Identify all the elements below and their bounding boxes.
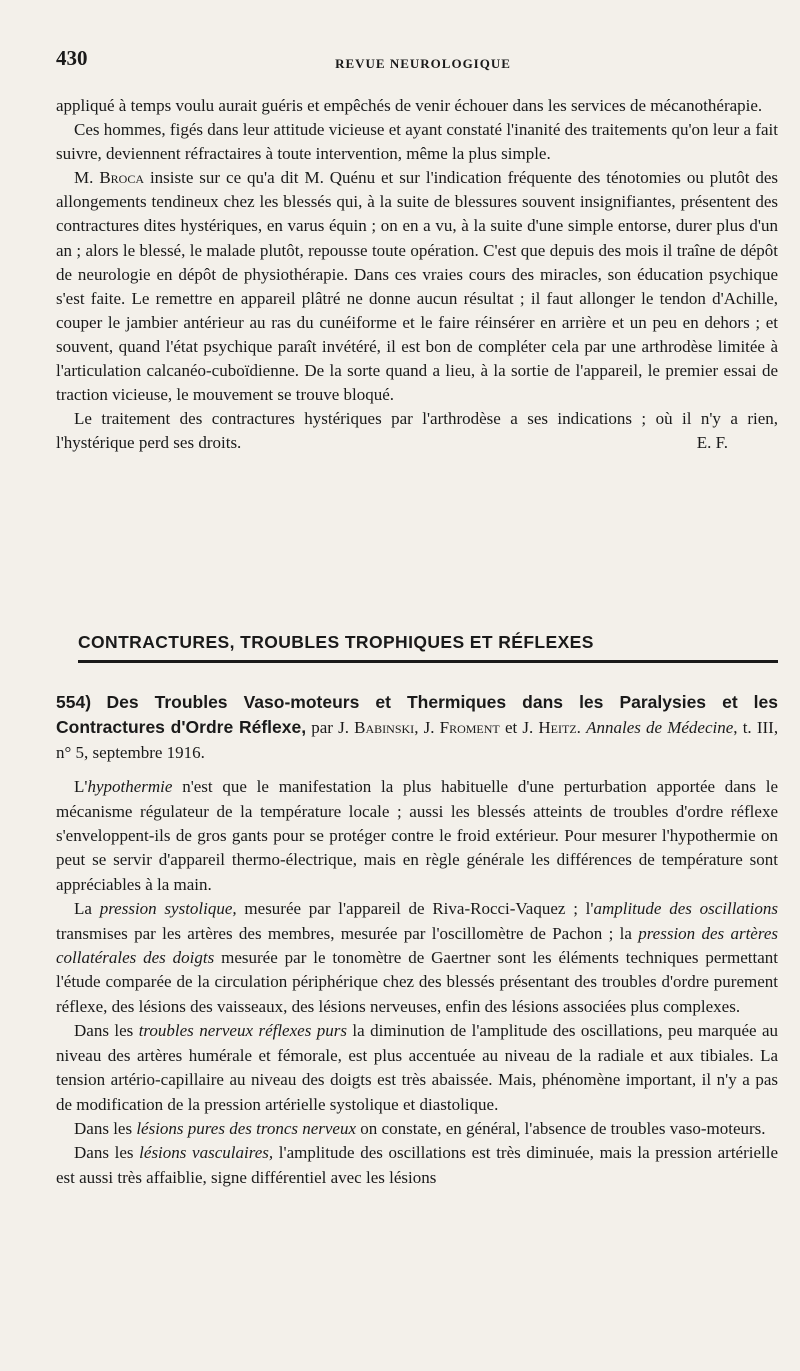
section-rule [78,660,778,663]
speaker-name: Broca [99,168,144,188]
paragraph-1: appliqué à temps voulu aurait guéris et empêchés de venir échouer dans les services de mécanothérapie. [56,96,763,115]
entry-sep-2: et J. [504,718,534,738]
entry-by: par J. [311,718,349,738]
author-heitz: Heitz [538,718,577,738]
p4-text: Le traitement des contractures hystériques par l'arthrodèse a ses indications ; où il n'y a rien, l'hystérique perd ses droits. [56,409,778,453]
p3-body: insiste sur ce qu'a dit M. Quénu et sur l'indication fréquente des ténotomies ou plutôt des allongements tendineux chez les blessés qui, à la suite de blessures souvent insignifiantes, présentent des contractures dites hystériques, en varus équin ; on en a vu, à la suite d'une simple entorse, durer plus d'un an ; alors le blessé, le malade plutôt, repousse toute opération. C'est que depuis des mois il traîne de dépôt de neurologie en dépôt de physiothérapie. Dans ces vraies cours des miracles, son éducation psychique s'est faite. Le remettre en appareil plâtré ne donne aucun résultat ; il faut allonger le tendon d'Achille, couper le jambier antérieur au ras du cunéiforme et le faire réinsérer en arrière et un peu en dehors ; et souvent, quand l'état psychique paraît invétéré, il est bon de compléter cela par une arthrodèse limitée à l'articulation calcanéo-cuboïdienne. De la sorte quand a lieu, à la sortie de l'appareil, le premier essai de traction vicieuse, le mouvement se trouve bloqué. [56,168,779,405]
author-babinski: Babinski [354,718,415,738]
abstract-section [56,690,778,1190]
p3-lead: M. [74,168,94,188]
paragraph-2: Ces hommes, figés dans leur attitude vicieuse et ayant constaté l'inanité des traitements qu'on leur a fait suivre, deviennent réfractaires à toute intervention, même la plus simple. [56,120,778,164]
author-froment: Froment [439,718,500,738]
body-paragraph-2: La pression systolique, mesurée par l'appareil de Riva-Rocci-Vaquez ; l'amplitude des oscillations transmises par les artères des membres, mesurée par l'oscillomètre de Pachon ; la pression des artères collatérales des doigts mesurée par le tonomètre de Gaertner sont les éléments techniques permettant l'étude comparée de la circulation périphérique chez des blessés présentant des troubles d'ordre purement réflexe, des lésions des vaisseaux, des lésions nerveuses, enfin des lésions associées plus complexes. [56,899,779,1016]
body-paragraph-4: Dans les lésions pures des troncs nerveux on constate, en général, l'absence de troubles vaso-moteurs. [74,1118,766,1138]
journal-name: Annales de Médecine [586,718,734,738]
entry-sep-1: , J. [414,718,435,738]
body-paragraph-3: Dans les troubles nerveux réflexes purs la diminution de l'amplitude des oscillations, peu marquée au niveau des artères humérale et fémorale, est plus accentuée au niveau de la radiale et aux tibiales. La tension artério-capillaire au niveau des doigts est très abaissée. Mais, phénomène important, il n'y a pas de modification de la pression artérielle systolique et diastolique. [56,1021,779,1114]
discussion-section [56,94,778,455]
page-number: 430 [56,46,88,70]
running-title: REVUE NEUROLOGIQUE [335,56,511,71]
entry-title: Des Troubles Vaso-moteurs et Thermiques dans les Paralysies et les Contractures d'Ordre Réflexe, [56,692,779,738]
body-paragraph-5: Dans les lésions vasculaires, l'amplitude des oscillations est très diminuée, mais la pression artérielle est aussi très affaiblie, signe différentiel avec les lésions [56,1143,779,1187]
body-paragraph-1: L'hypothermie n'est que le manifestation la plus habituelle d'une perturbation apportée dans le mécanisme régulateur de la température locale ; aussi les blessés atteints de troubles d'ordre réflexe s'enveloppent-ils de gros gants pour se protéger contre le froid extérieur. Pour mesurer l'hypothermie on peut se servir d'appareil thermo-électrique, mais en règle générale les différences de température sont appréciables à la main. [56,777,778,894]
paragraph-4 [56,407,778,455]
entry-number: 554) [56,692,92,712]
citation: , t. III, n° 5, septembre 1916. [56,718,779,762]
abstract-entry-header [56,690,778,765]
author-signature: E. F. [696,433,728,453]
page-header [56,46,770,76]
entry-sep-3: . [576,718,581,738]
paragraph-3 [56,166,778,407]
section-heading: CONTRACTURES, TROUBLES TROPHIQUES ET RÉFLEXES [78,632,594,652]
